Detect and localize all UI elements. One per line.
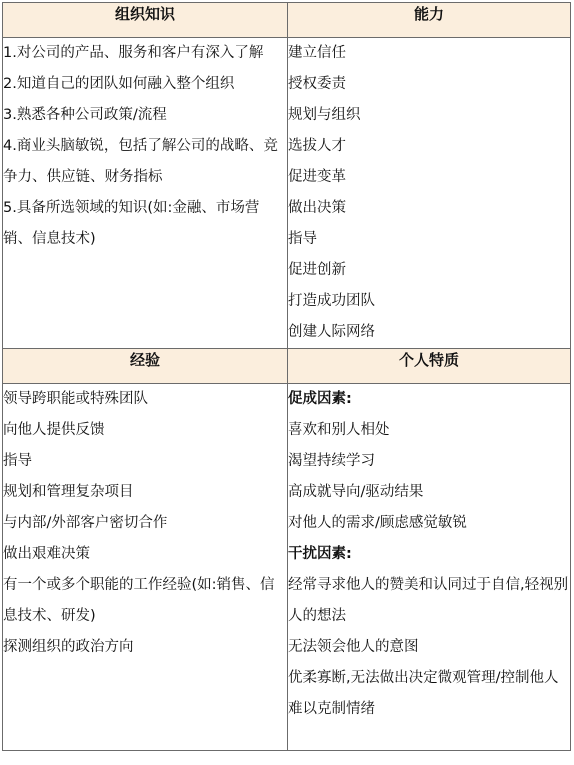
- ability-item-2: 授权委责: [288, 76, 346, 92]
- ability-item-8: 促进创新: [288, 262, 346, 278]
- header-experience: 经验: [3, 349, 288, 384]
- ability-item-1: 建立信任: [288, 45, 346, 61]
- experience-item-8: 探测组织的政治方向: [3, 639, 134, 655]
- traits-derailing-item-4: 难以克制情绪: [288, 701, 375, 717]
- traits-derailing-item-2: 无法领会他人的意图: [288, 639, 419, 655]
- traits-enabling-item-3: 高成就导向/驱动结果: [288, 484, 424, 500]
- experience-item-3: 指导: [3, 453, 32, 469]
- knowledge-item-5: 5.具备所选领域的知识(如:金融、市场营销、信息技术): [3, 200, 260, 247]
- ability-item-10: 创建人际网络: [288, 324, 375, 340]
- traits-derailing-item-1: 经常寻求他人的赞美和认同过于自信,轻视别人的想法: [288, 577, 569, 624]
- knowledge-item-4: 4.商业头脑敏锐，包括了解公司的战略、竞争力、供应链、财务指标: [3, 138, 278, 185]
- traits-cell: [288, 384, 571, 751]
- content-row-bottom: [3, 384, 571, 751]
- traits-derailing-item-3: 优柔寡断,无法做出决定微观管理/控制他人: [288, 670, 559, 686]
- header-row-bottom: [3, 349, 571, 384]
- knowledge-cell: [3, 38, 288, 349]
- experience-cell: [3, 384, 288, 751]
- traits-derailing-label: 干扰因素:: [288, 546, 352, 562]
- experience-item-7: 有一个或多个职能的工作经验(如:销售、信息技术、研发): [3, 577, 275, 624]
- header-ability: 能力: [288, 3, 571, 38]
- experience-item-2: 向他人提供反馈: [3, 422, 105, 438]
- knowledge-item-1: 1.对公司的产品、服务和客户有深入了解: [3, 45, 264, 61]
- traits-enabling-item-4: 对他人的需求/顾虑感觉敏锐: [288, 515, 467, 531]
- ability-item-7: 指导: [288, 231, 317, 247]
- ability-cell: [288, 38, 571, 349]
- experience-item-1: 领导跨职能或特殊团队: [3, 391, 148, 407]
- ability-item-5: 促进变革: [288, 169, 346, 185]
- experience-item-4: 规划和管理复杂项目: [3, 484, 134, 500]
- experience-item-6: 做出艰难决策: [3, 546, 90, 562]
- ability-item-3: 规划与组织: [288, 107, 361, 123]
- traits-enabling-label: 促成因素:: [288, 391, 352, 407]
- knowledge-item-3: 3.熟悉各种公司政策/流程: [3, 107, 167, 123]
- traits-enabling-item-1: 喜欢和别人相处: [288, 422, 390, 438]
- competency-table: [2, 2, 571, 751]
- traits-enabling-item-2: 渴望持续学习: [288, 453, 375, 469]
- ability-item-6: 做出决策: [288, 200, 346, 216]
- ability-item-9: 打造成功团队: [288, 293, 375, 309]
- header-knowledge: 组织知识: [3, 3, 288, 38]
- experience-item-5: 与内部/外部客户密切合作: [3, 515, 168, 531]
- content-row-top: [3, 38, 571, 349]
- header-traits: 个人特质: [288, 349, 571, 384]
- header-row-top: [3, 3, 571, 38]
- knowledge-item-2: 2.知道自己的团队如何融入整个组织: [3, 76, 235, 92]
- ability-item-4: 选拔人才: [288, 138, 346, 154]
